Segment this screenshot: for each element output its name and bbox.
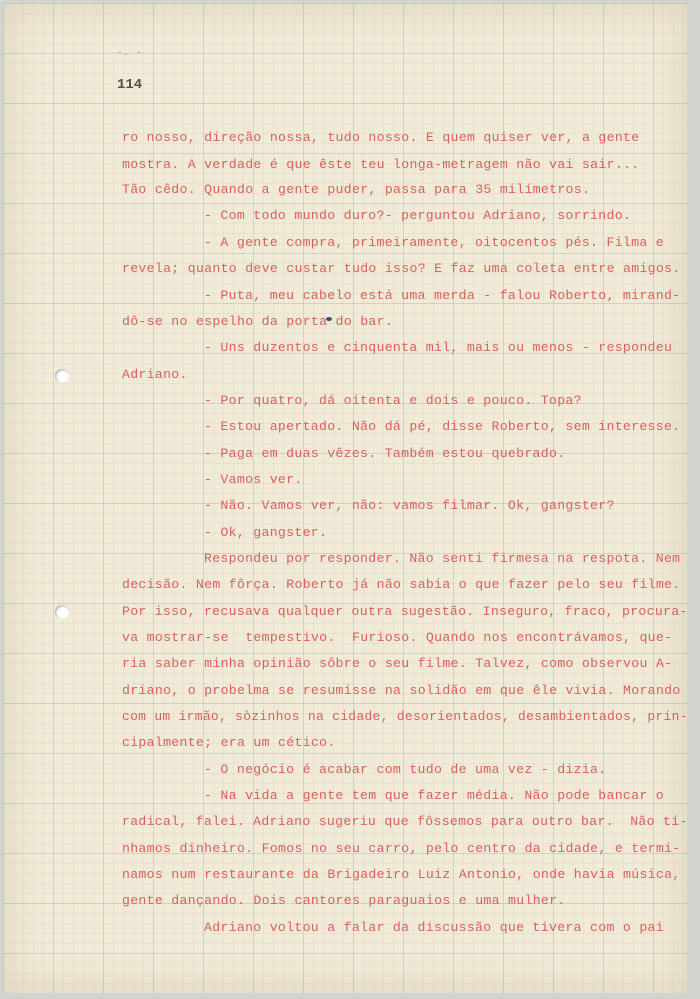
text-line: - Com todo mundo duro?- perguntou Adriano, sorrindo. <box>204 208 632 223</box>
margin-mark: -. - <box>117 48 143 58</box>
text-line: com um irmão, sòzinhos na cidade, desorientados, desambientados, prin- <box>122 709 688 724</box>
text-line: - A gente compra, primeiramente, oitocentos pés. Filma e <box>204 235 664 250</box>
text-line: Por isso, recusava qualquer outra sugestão. Inseguro, fraco, procura- <box>122 604 688 619</box>
text-line: gente dançando. Dois cantores paraguaios e uma mulher. <box>122 893 566 908</box>
text-line: - Ok, gangster. <box>204 525 328 540</box>
text-line: - Puta, meu cabelo está uma merda - falou Roberto, mirand- <box>204 288 681 303</box>
text-line: va mostrar-se tempestivo. Furioso. Quando nos encontrávamos, que- <box>122 630 673 645</box>
text-line: revela; quanto deve custar tudo isso? E faz uma coleta entre amigos. <box>122 261 681 276</box>
text-line: - Vamos ver. <box>204 472 303 487</box>
text-line: - Estou apertado. Não dá pé, disse Roberto, sem interesse. <box>204 419 681 434</box>
text-line: cipalmente; era um cético. <box>122 735 336 750</box>
text-line: - O negócio é acabar com tudo de uma vez - dizia. <box>204 762 607 777</box>
punch-hole-bottom <box>55 605 69 619</box>
punch-hole-top <box>55 369 69 383</box>
text-line: Adriano. <box>122 367 188 382</box>
text-line: mostra. A verdade é que êste teu longa-metragem não vai sair... <box>122 157 640 172</box>
text-line: ro nosso, direção nossa, tudo nosso. E quem quiser ver, a gente <box>122 130 640 145</box>
text-line: Adriano voltou a falar da discussão que tivera com o pai <box>204 920 664 935</box>
page-number: 114 <box>117 77 143 93</box>
text-line: - Uns duzentos e cinquenta mil, mais ou menos - respondeu <box>204 340 673 355</box>
text-line: - Não. Vamos ver, não: vamos filmar. Ok, gangster? <box>204 498 615 513</box>
text-line: driano, o probelma se resumisse na solidão em que êle vivia. Morando <box>122 683 681 698</box>
text-line: radical, falei. Adriano sugeriu que fôssemos para outro bar. Não tí- <box>122 814 688 829</box>
text-line: - Na vida a gente tem que fazer média. Não pode bancar o <box>204 788 664 803</box>
text-line: - Por quatro, dá oitenta e dois e pouco. Topa? <box>204 393 582 408</box>
text-line: ria saber minha opinião sôbre o seu filme. Talvez, como observou A- <box>122 656 673 671</box>
text-line: Respondeu por responder. Não senti firmesa na respota. Nem <box>204 551 681 566</box>
text-line: Tão cêdo. Quando a gente puder, passa para 35 milímetros. <box>122 182 591 197</box>
text-line: decisão. Nem fôrça. Roberto já não sabia o que fazer pelo seu filme. <box>122 577 681 592</box>
text-line: dô-se no espelho da porta do bar. <box>122 314 394 329</box>
text-line: nhamos dinheiro. Fomos no seu carro, pelo centro da cidade, e termi- <box>122 841 681 856</box>
text-line: namos num restaurante da Brigadeiro Luiz Antonio, onde havia música, <box>122 867 681 882</box>
text-line: - Paga em duas vêzes. Também estou quebrado. <box>204 446 566 461</box>
